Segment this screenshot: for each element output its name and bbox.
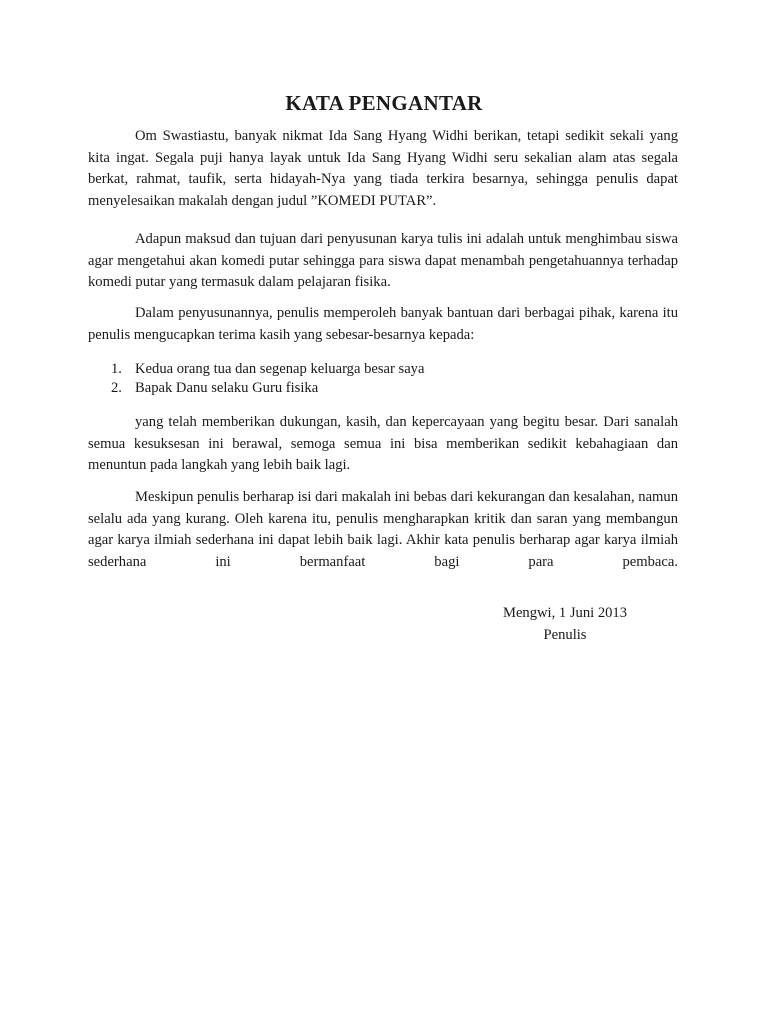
paragraph-purpose: Adapun maksud dan tujuan dari penyusunan karya tulis ini adalah untuk menghimbau siswa agar mengetahui akan komedi putar sehingga para siswa dapat menambah pengetahuannya terhadap komedi putar yang termasuk dalam pelajaran fisika.: [88, 231, 678, 290]
thanks-list: [88, 360, 678, 398]
list-item: [88, 360, 678, 379]
signature-place-date: Mengwi, 1 Juni 2013: [502, 605, 628, 621]
list-item: [88, 379, 678, 398]
paragraph-opening: Om Swastiastu, banyak nikmat Ida Sang Hyang Widhi berikan, tetapi sedikit sekali yang kita ingat. Segala puji hanya layak untuk Ida Sang Hyang Widhi seru sekalian alam atas segala berkat, rahmat, taufik, serta hidayah-Nya yang tiada terkira besarnya, sehingga penulis dapat menyelesaikan makalah dengan judul ”KOMEDI PUTAR”.: [88, 128, 678, 209]
paragraph-closing: Meskipun penulis berharap isi dari makalah ini bebas dari kekurangan dan kesalahan, namun selalu ada yang kurang. Oleh karena itu, penulis mengharapkan kritik dan saran yang membangun agar karya ilmiah sederhana ini dapat lebih baik lagi. Akhir kata penulis berharap agar karya ilmiah sederhana ini bermanfaat bagi para pembaca.: [88, 489, 678, 570]
list-item-number: 1.: [111, 361, 122, 377]
signature-author: Penulis: [543, 627, 587, 643]
list-item-number: 2.: [111, 380, 122, 396]
paragraph-thanks: Dalam penyusunannya, penulis memperoleh banyak bantuan dari berbagai pihak, karena itu penulis mengucapkan terima kasih yang sebesar-besarnya kepada:: [88, 305, 678, 343]
list-item-text: Bapak Danu selaku Guru fisika: [135, 380, 319, 396]
paragraph-support: yang telah memberikan dukungan, kasih, dan kepercayaan yang begitu besar. Dari sanalah semua kesuksesan ini berawal, semoga semua ini bisa memberikan sedikit kebahagiaan dan menuntun pada langkah yang lebih baik lagi.: [88, 414, 678, 473]
page-title: KATA PENGANTAR: [285, 91, 483, 115]
list-item-text: Kedua orang tua dan segenap keluarga besar saya: [135, 361, 425, 377]
